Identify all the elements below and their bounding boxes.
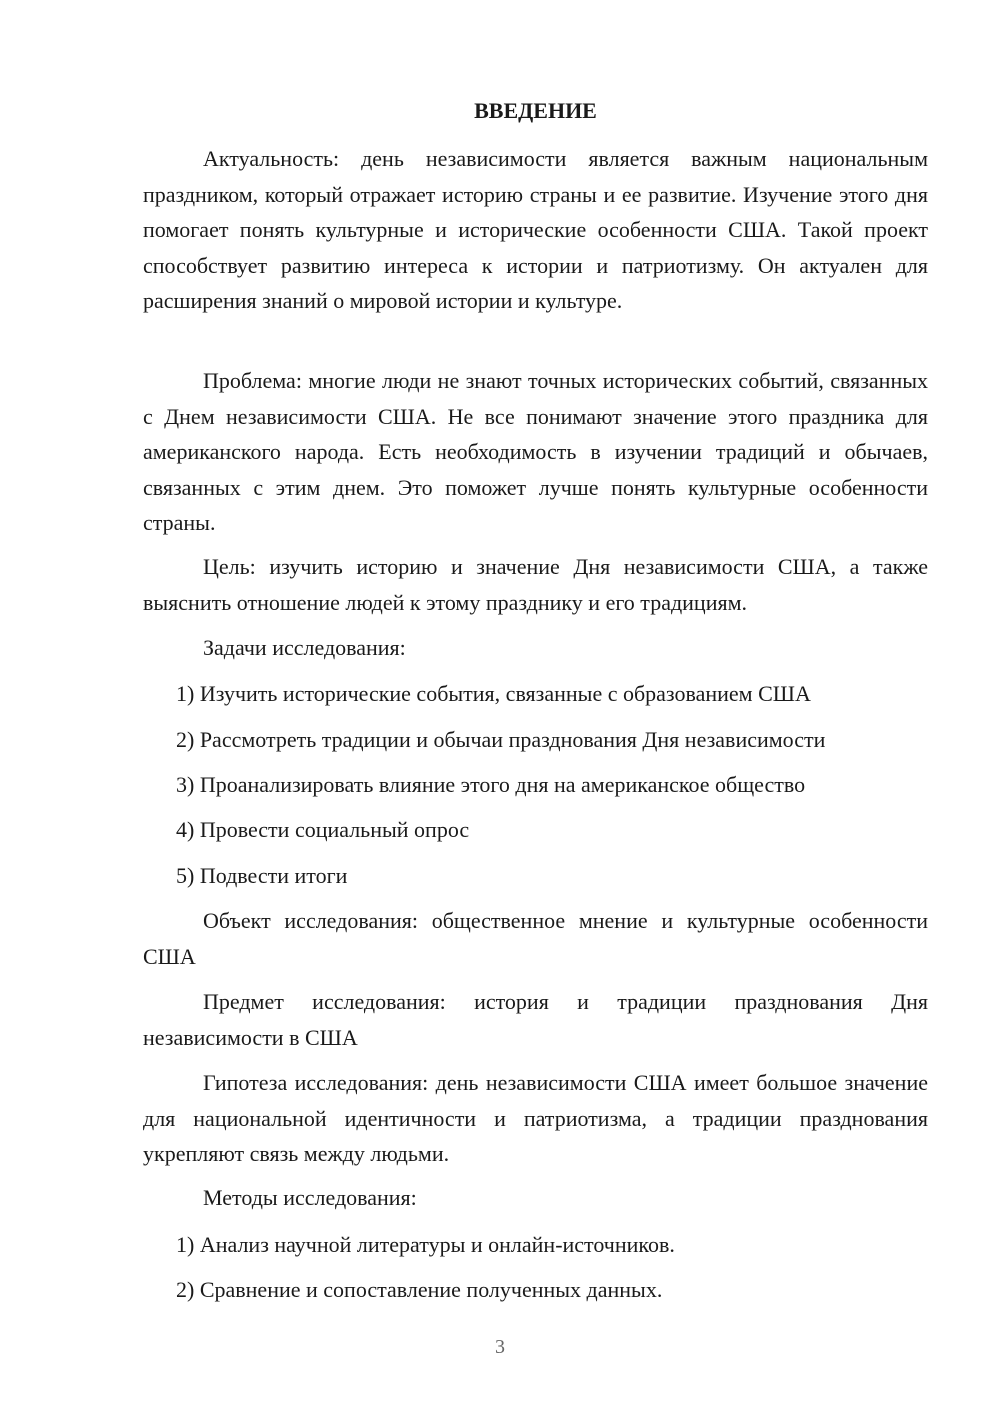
hypothesis-paragraph: Гипотеза исследования: день независимости США имеет большое значение для национальной идентичности и патриотизма, а традиции празднования укрепляют связь между людьми. (143, 1070, 928, 1166)
task-item: 4) Провести социальный опрос (176, 817, 470, 842)
subject-paragraph: Предмет исследования: история и традиции празднования Дня независимости в США (143, 989, 928, 1050)
methods-heading: Методы исследования: (203, 1185, 417, 1210)
task-item: 5) Подвести итоги (176, 863, 348, 888)
goal-paragraph: Цель: изучить историю и значение Дня независимости США, а также выяснить отношение людей к этому празднику и его традициям. (143, 554, 928, 615)
relevance-paragraph: Актуальность: день независимости является важным национальным праздником, который отражает историю страны и ее развитие. Изучение этого дня помогает понять культурные и исторические особенности США. Такой проект способствует развитию интереса к истории и патриотизму. Он актуален для расширения знаний о мировой истории и культуре. (143, 146, 928, 313)
task-item: 3) Проанализировать влияние этого дня на американское общество (176, 772, 806, 797)
page-title: ВВЕДЕНИЕ (474, 98, 597, 123)
object-paragraph: Объект исследования: общественное мнение и культурные особенности США (143, 908, 928, 969)
tasks-heading: Задачи исследования: (203, 635, 406, 660)
method-item: 1) Анализ научной литературы и онлайн-источников. (176, 1232, 675, 1257)
problem-paragraph: Проблема: многие люди не знают точных исторических событий, связанных с Днем независимости США. Не все понимают значение этого праздника для американского народа. Есть необходимость в изучении традиций и обычаев, связанных с этим днем. Это поможет лучше понять культурные особенности страны. (143, 368, 928, 535)
task-item: 2) Рассмотреть традиции и обычаи празднования Дня независимости (176, 727, 826, 752)
task-item: 1) Изучить исторические события, связанные с образованием США (176, 681, 811, 706)
method-item: 2) Сравнение и сопоставление полученных данных. (176, 1277, 663, 1302)
page-number: 3 (495, 1336, 505, 1358)
